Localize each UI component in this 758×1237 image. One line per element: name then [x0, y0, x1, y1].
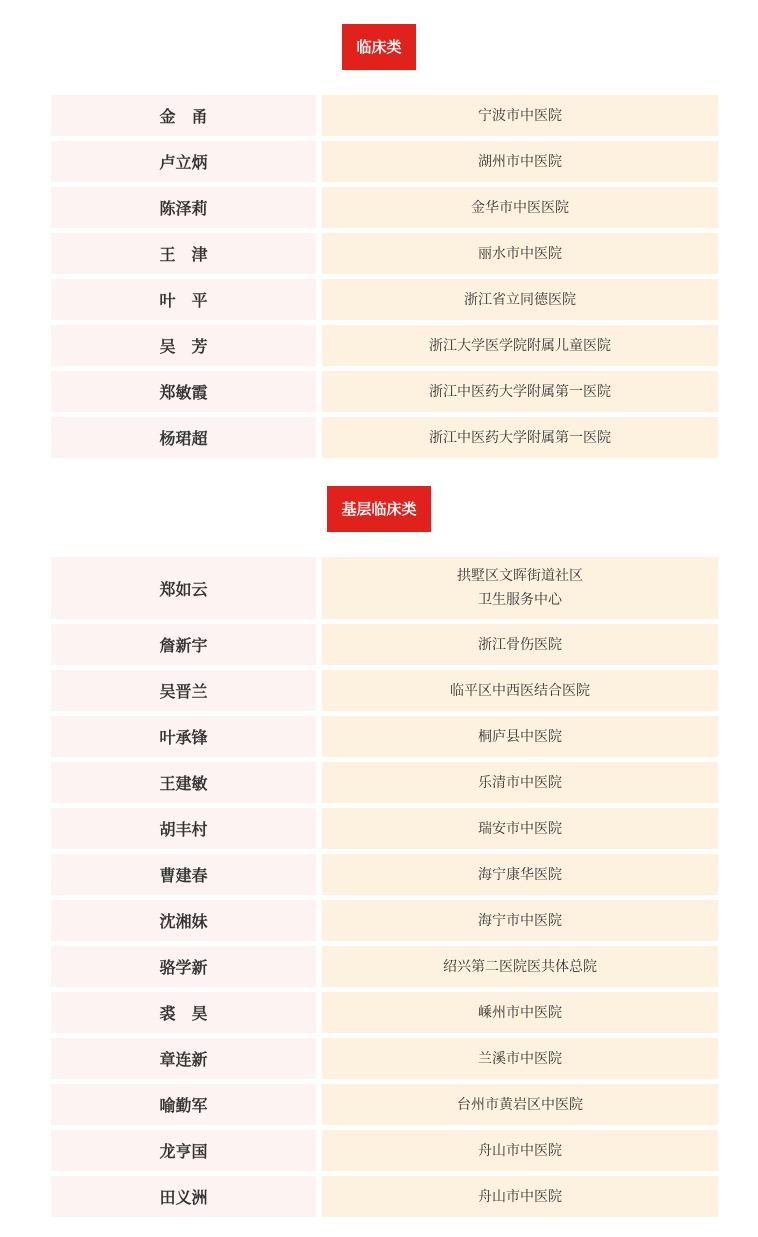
person-name: 陈泽莉	[51, 187, 316, 228]
person-name: 喻勤军	[51, 1084, 316, 1125]
table-row	[51, 95, 718, 136]
person-name: 郑敏霞	[51, 371, 316, 412]
hospital-name	[322, 992, 718, 1033]
hospital-name-line: 嵊州市中医院	[478, 1004, 562, 1021]
person-name: 章连新	[51, 1038, 316, 1079]
hospital-name	[322, 557, 718, 619]
table-row	[51, 371, 718, 412]
table-row	[51, 854, 718, 895]
section-header-primary-care	[0, 486, 758, 532]
person-name: 骆学新	[51, 946, 316, 987]
table-row	[51, 557, 718, 619]
hospital-name	[322, 95, 718, 136]
person-name: 杨珺超	[51, 417, 316, 458]
hospital-name-line: 金华市中医医院	[471, 199, 569, 216]
person-name: 沈湘妹	[51, 900, 316, 941]
hospital-name	[322, 946, 718, 987]
hospital-name-line: 兰溪市中医院	[478, 1050, 562, 1067]
table-row	[51, 946, 718, 987]
person-name: 郑如云	[51, 557, 316, 619]
section-header-clinical	[0, 24, 758, 70]
table-row	[51, 233, 718, 274]
hospital-name	[322, 233, 718, 274]
table-row	[51, 762, 718, 803]
person-name: 吴 芳	[51, 325, 316, 366]
hospital-name	[322, 279, 718, 320]
hospital-name-line: 舟山市中医院	[478, 1142, 562, 1159]
hospital-name-line: 浙江中医药大学附属第一医院	[429, 429, 611, 446]
hospital-name	[322, 141, 718, 182]
hospital-name-line: 湖州市中医院	[478, 153, 562, 170]
table-row	[51, 279, 718, 320]
hospital-name	[322, 1130, 718, 1171]
hospital-name	[322, 417, 718, 458]
section-title: 临床类	[342, 24, 415, 70]
hospital-name-line: 海宁市中医院	[478, 912, 562, 929]
hospital-name	[322, 187, 718, 228]
table-row	[51, 1176, 718, 1217]
table-row	[51, 716, 718, 757]
hospital-name-line: 海宁康华医院	[478, 866, 562, 883]
hospital-name-line: 临平区中西医结合医院	[450, 682, 590, 699]
table-row	[51, 1038, 718, 1079]
person-name: 叶承锋	[51, 716, 316, 757]
person-name: 龙亨国	[51, 1130, 316, 1171]
person-name: 曹建春	[51, 854, 316, 895]
person-name: 卢立炳	[51, 141, 316, 182]
hospital-name-line: 浙江省立同德医院	[464, 291, 576, 308]
table-row	[51, 900, 718, 941]
hospital-name	[322, 716, 718, 757]
table-row	[51, 992, 718, 1033]
hospital-name	[322, 325, 718, 366]
person-name: 吴晋兰	[51, 670, 316, 711]
hospital-name	[322, 624, 718, 665]
person-name: 王建敏	[51, 762, 316, 803]
table-row	[51, 1130, 718, 1171]
hospital-name-line: 绍兴第二医院医共体总院	[443, 958, 597, 975]
person-name: 金 甬	[51, 95, 316, 136]
person-name: 詹新宇	[51, 624, 316, 665]
hospital-name	[322, 900, 718, 941]
hospital-name	[322, 1084, 718, 1125]
hospital-name	[322, 762, 718, 803]
person-name: 叶 平	[51, 279, 316, 320]
hospital-name-line: 卫生服务中心	[478, 592, 562, 608]
hospital-name	[322, 371, 718, 412]
clinical-table	[51, 95, 718, 463]
hospital-name-line: 浙江大学医学院附属儿童医院	[429, 337, 611, 354]
hospital-name-line: 浙江骨伤医院	[478, 636, 562, 653]
hospital-name-line: 拱墅区文晖街道社区	[457, 568, 583, 584]
hospital-name	[322, 808, 718, 849]
hospital-name	[322, 854, 718, 895]
table-row	[51, 670, 718, 711]
table-row	[51, 141, 718, 182]
table-row	[51, 187, 718, 228]
hospital-name-line: 舟山市中医院	[478, 1188, 562, 1205]
person-name: 田义洲	[51, 1176, 316, 1217]
hospital-name-line: 瑞安市中医院	[478, 820, 562, 837]
person-name: 裘 昊	[51, 992, 316, 1033]
table-row	[51, 325, 718, 366]
table-row	[51, 624, 718, 665]
hospital-name-line: 宁波市中医院	[478, 107, 562, 124]
hospital-name	[322, 670, 718, 711]
person-name: 王 津	[51, 233, 316, 274]
section-title: 基层临床类	[327, 486, 430, 532]
hospital-name-line: 乐清市中医院	[478, 774, 562, 791]
primary-care-table	[51, 557, 718, 1222]
table-row	[51, 1084, 718, 1125]
table-row	[51, 808, 718, 849]
hospital-name-line: 台州市黄岩区中医院	[457, 1096, 583, 1113]
hospital-name	[322, 1176, 718, 1217]
hospital-name-line: 桐庐县中医院	[478, 728, 562, 745]
hospital-name	[322, 1038, 718, 1079]
hospital-name-line: 浙江中医药大学附属第一医院	[429, 383, 611, 400]
person-name: 胡丰村	[51, 808, 316, 849]
table-row	[51, 417, 718, 458]
hospital-name-line: 丽水市中医院	[478, 245, 562, 262]
